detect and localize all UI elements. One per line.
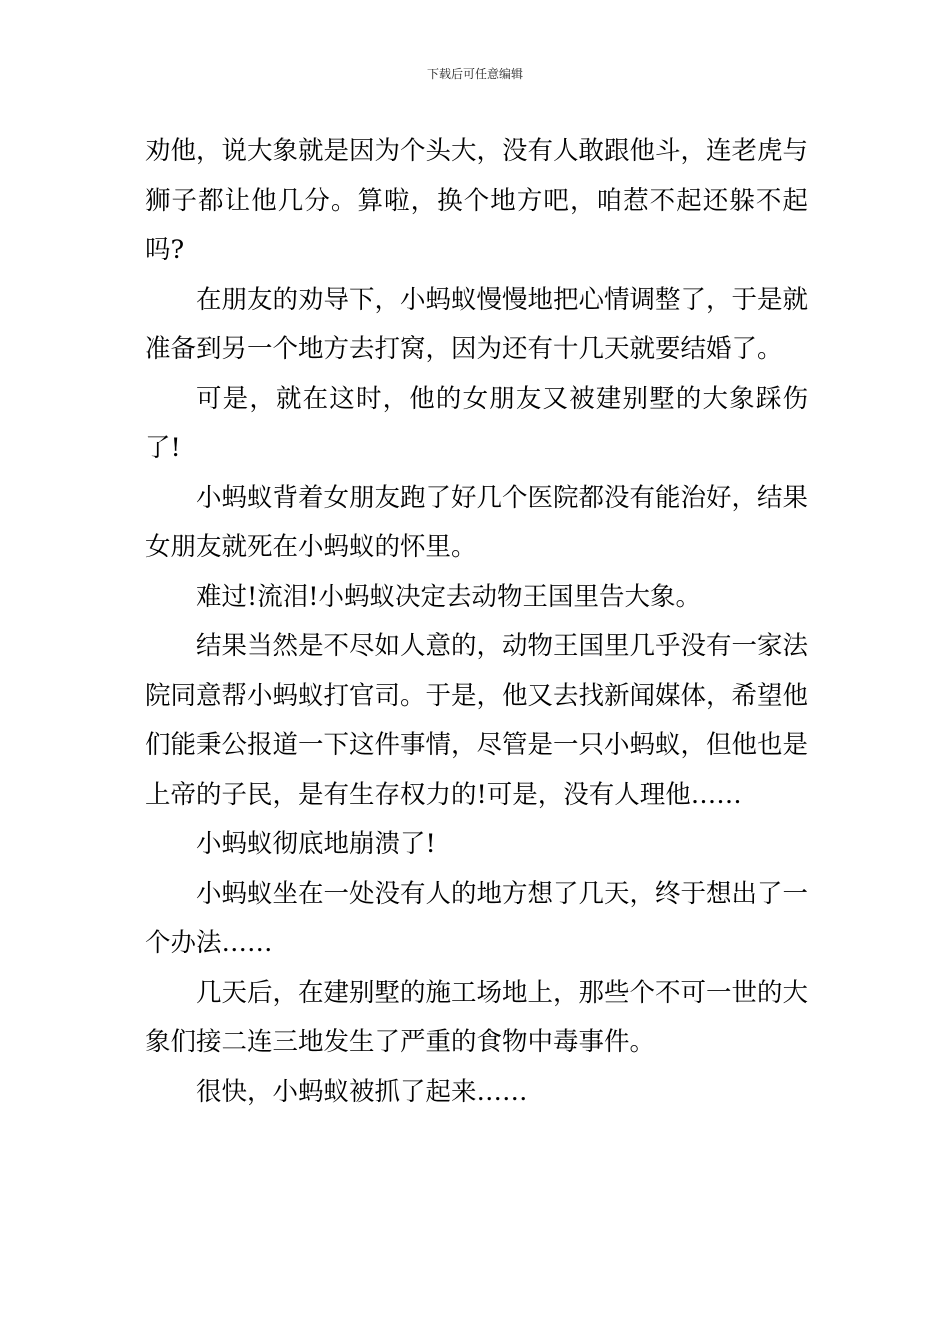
paragraph: 小蚂蚁坐在一处没有人的地方想了几天，终于想出了一个办法…… (145, 878, 809, 958)
paragraph: 几天后，在建别墅的施工场地上，那些个不可一世的大象们接二连三地发生了严重的食物中毒事件。 (145, 977, 809, 1057)
paragraph: 劝他，说大象就是因为个头大，没有人敢跟他斗，连老虎与狮子都让他几分。算啦，换个地方吧，咱惹不起还躲不起吗? (145, 136, 809, 265)
paragraph: 在朋友的劝导下，小蚂蚁慢慢地把心情调整了，于是就准备到另一个地方去打窝，因为还有十几天就要结婚了。 (145, 284, 809, 364)
paragraph: 可是，就在这时，他的女朋友又被建别墅的大象踩伤了! (145, 383, 808, 463)
paragraph: 结果当然是不尽如人意的，动物王国里几乎没有一家法院同意帮小蚂蚁打官司。于是，他又去找新闻媒体，希望他们能秉公报道一下这件事情，尽管是一只小蚂蚁，但他也是上帝的子民，是有生存权力的!可是，没有人理他…… (145, 631, 809, 810)
paragraph: 小蚂蚁彻底地崩溃了! (196, 829, 436, 859)
paragraph: 小蚂蚁背着女朋友跑了好几个医院都没有能治好，结果女朋友就死在小蚂蚁的怀里。 (145, 482, 809, 562)
paragraph: 很快，小蚂蚁被抓了起来…… (196, 1076, 528, 1107)
page-header: 下载后可任意编辑 (426, 67, 523, 81)
paragraph: 难过!流泪!小蚂蚁决定去动物王国里告大象。 (196, 581, 701, 612)
document-body (145, 127, 808, 1117)
